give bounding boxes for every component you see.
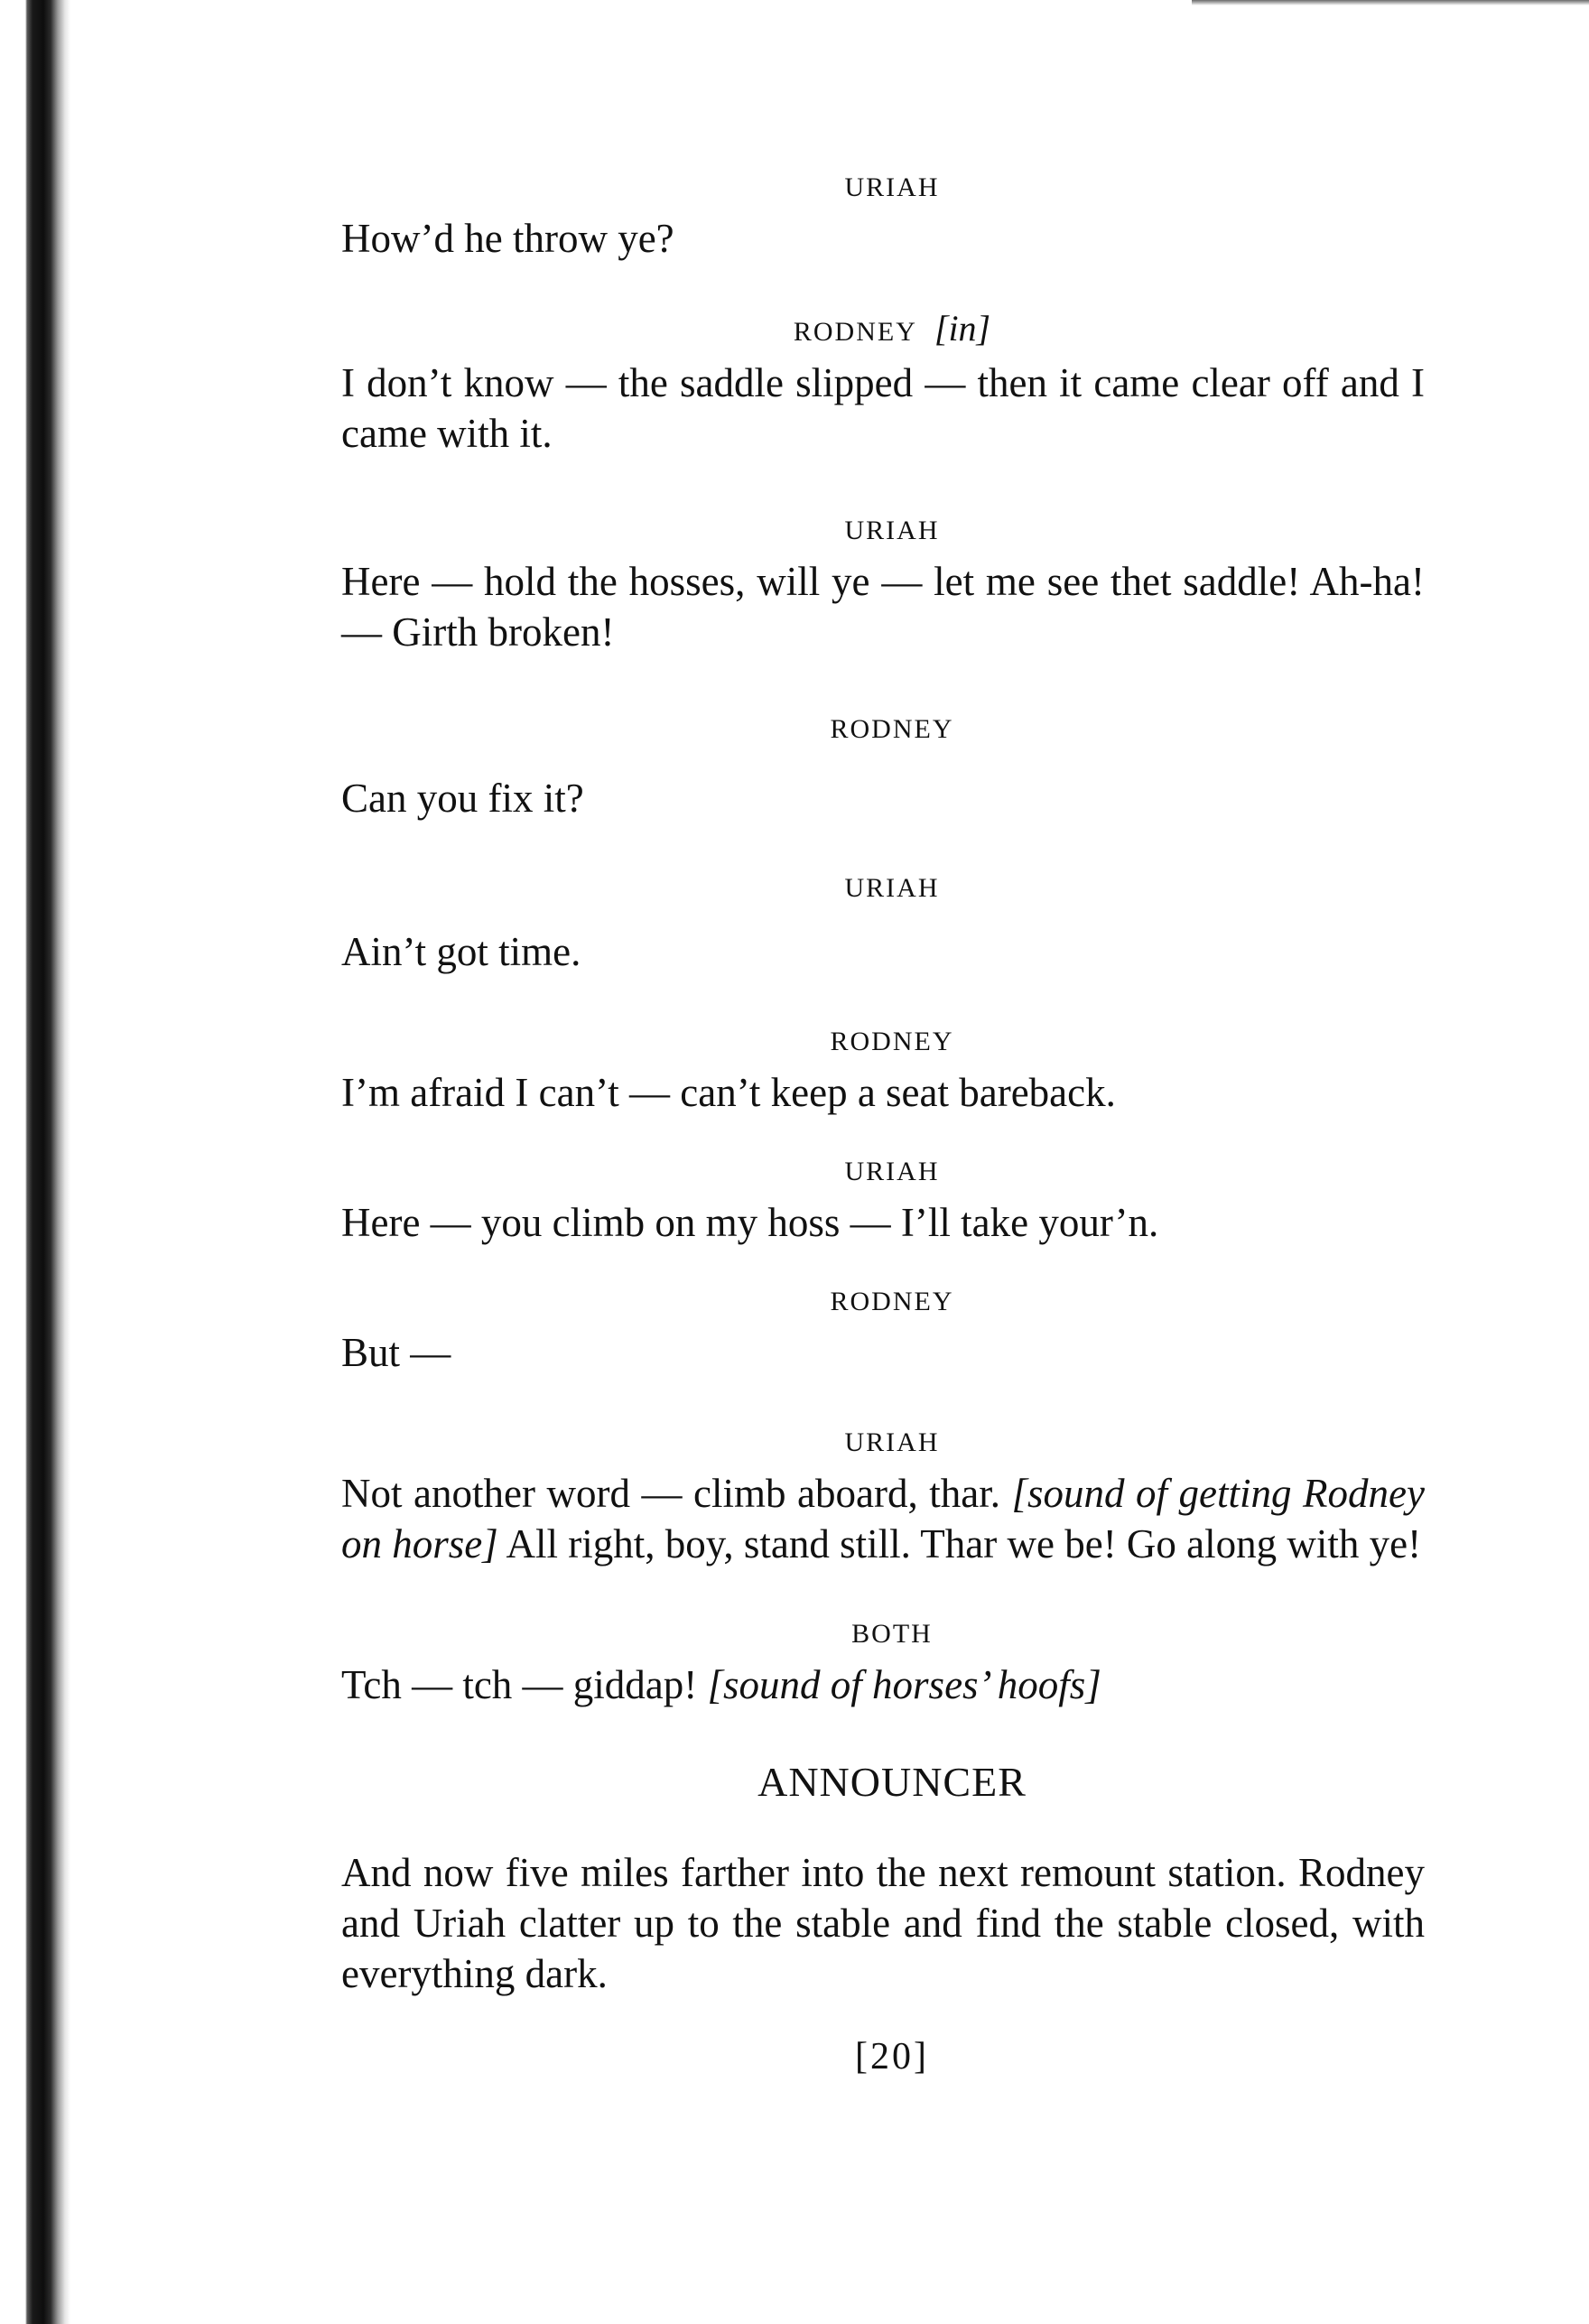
page-content	[341, 172, 1425, 2078]
speaker-name: URIAH	[844, 1427, 940, 1457]
speech-segment: Ain’t got time.	[341, 929, 581, 974]
speech-text	[341, 1659, 1425, 1710]
speaker-name: URIAH	[844, 516, 940, 545]
speech-segment: I’m afraid I can’t — can’t keep a seat bareback.	[341, 1070, 1116, 1115]
dialogue-block	[341, 1026, 1425, 1118]
speech-text	[341, 358, 1425, 459]
speech-segment: But —	[341, 1330, 451, 1375]
speech-text	[341, 773, 1425, 823]
speaker-name: RODNEY	[830, 714, 954, 744]
dialogue-block	[341, 172, 1425, 264]
speech-text	[341, 1197, 1425, 1248]
speech-segment: I don’t know — the saddle slipped — then it came clear off and I came with it.	[341, 360, 1425, 456]
dialogue-block	[341, 308, 1425, 459]
speaker-name: RODNEY	[830, 1027, 954, 1056]
speaker-name: URIAH	[844, 1157, 940, 1186]
dialogue-block	[341, 1286, 1425, 1378]
announcer-label: ANNOUNCER	[757, 1759, 1027, 1805]
speaker-name: RODNEY	[793, 317, 917, 347]
dialogue-block	[341, 713, 1425, 823]
speech-text	[341, 1067, 1425, 1118]
speaker-name: URIAH	[844, 172, 940, 202]
dialogue-block	[341, 1618, 1425, 1710]
announcer-block	[341, 1757, 1425, 1999]
speech-text	[341, 556, 1425, 657]
dialogue-block	[341, 1156, 1425, 1248]
speech-segment: How’d he throw ye?	[341, 216, 674, 261]
speech-text	[341, 1468, 1425, 1569]
dialogue-block	[341, 872, 1425, 977]
scan-binding-edge	[0, 0, 70, 2324]
speech-segment: Can you fix it?	[341, 776, 584, 821]
stage-direction: [in]	[934, 308, 991, 349]
speaker-line	[341, 308, 1425, 349]
announcer-text: And now five miles farther into the next remount station. Rodney and Uriah clatter up to the stable and find the stable closed, with everything dark.	[341, 1850, 1425, 1996]
dialogue-block	[341, 515, 1425, 657]
stage-direction: [sound of horses’ hoofs]	[707, 1662, 1101, 1707]
speaker-name: URIAH	[844, 873, 940, 903]
speech-segment: Here — hold the hosses, will ye — let me see thet saddle! Ah-ha! — Girth broken!	[341, 559, 1425, 655]
speech-segment: Not another word — climb aboard, thar.	[341, 1471, 1012, 1516]
speech-segment: All right, boy, stand still. Thar we be! Go along with ye!	[497, 1521, 1422, 1566]
speaker-name: BOTH	[851, 1619, 933, 1649]
speech-segment: Here — you climb on my hoss — I’ll take your’n.	[341, 1200, 1159, 1245]
speech-text	[341, 1327, 1425, 1378]
speech-text	[341, 926, 1425, 977]
stage-direction: [sound of getting Rodney on horse]	[341, 1471, 1425, 1566]
speaker-name: RODNEY	[830, 1287, 954, 1316]
speech-text	[341, 213, 1425, 264]
page-number: [20]	[855, 2036, 929, 2078]
dialogue-block	[341, 1427, 1425, 1569]
scan-top-edge	[1192, 0, 1589, 5]
speech-segment: Tch — tch — giddap!	[341, 1662, 708, 1707]
